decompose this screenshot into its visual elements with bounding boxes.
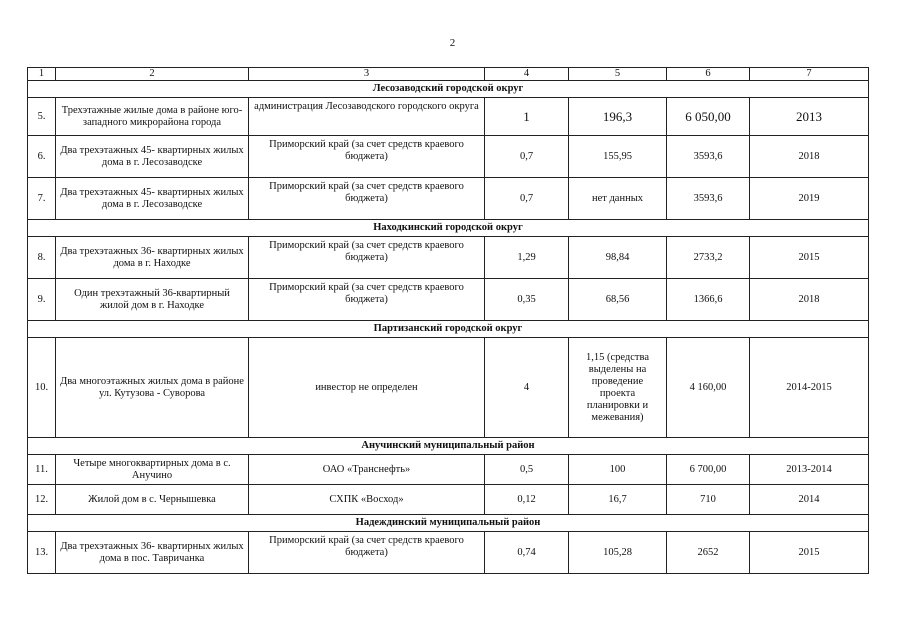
year-cell: 2019 (750, 178, 869, 220)
table-row (28, 98, 869, 136)
header-cell: 2 (56, 68, 249, 81)
cost-cell: 155,95 (569, 136, 667, 178)
area-cell: 0,5 (485, 455, 569, 485)
section-title: Партизанский городской округ (28, 321, 869, 338)
investor-cell: Приморский край (за счет средств краевого бюджета) (249, 532, 485, 574)
table-row (28, 485, 869, 515)
section-heading-row (28, 321, 869, 338)
area-cell: 0,74 (485, 532, 569, 574)
cost-cell: 100 (569, 455, 667, 485)
header-cell: 7 (750, 68, 869, 81)
year-cell: 2018 (750, 136, 869, 178)
area-cell: 4 (485, 338, 569, 438)
housing-table (27, 67, 869, 574)
object-name-cell: Два трехэтажных 45- квартирных жилых дома в г. Лесозаводске (56, 136, 249, 178)
table-row (28, 279, 869, 321)
area-cell: 1 (485, 98, 569, 136)
area-cell: 1,29 (485, 237, 569, 279)
investor-cell: администрация Лесозаводского городского округа (249, 98, 485, 136)
table-row (28, 338, 869, 438)
cost-cell: нет данных (569, 178, 667, 220)
table-row (28, 455, 869, 485)
cost-cell: 16,7 (569, 485, 667, 515)
header-cell: 6 (667, 68, 750, 81)
year-cell: 2015 (750, 237, 869, 279)
cost-cell: 196,3 (569, 98, 667, 136)
row-number-cell: 8. (28, 237, 56, 279)
floor-area-cell: 6 050,00 (667, 98, 750, 136)
investor-cell: Приморский край (за счет средств краевого бюджета) (249, 178, 485, 220)
year-cell: 2013 (750, 98, 869, 136)
header-cell: 1 (28, 68, 56, 81)
section-title: Лесозаводский городской округ (28, 81, 869, 98)
table-row (28, 532, 869, 574)
row-number-cell: 13. (28, 532, 56, 574)
investor-cell: Приморский край (за счет средств краевого бюджета) (249, 136, 485, 178)
floor-area-cell: 1366,6 (667, 279, 750, 321)
table-row (28, 237, 869, 279)
row-number-cell: 12. (28, 485, 56, 515)
object-name-cell: Два трехэтажных 36- квартирных жилых дома в г. Находке (56, 237, 249, 279)
section-title: Находкинский городской округ (28, 220, 869, 237)
object-name-cell: Два многоэтажных жилых дома в районе ул. Кутузова - Суворова (56, 338, 249, 438)
year-cell: 2018 (750, 279, 869, 321)
object-name-cell: Трехэтажные жилые дома в районе юго-западного микрорайона города (56, 98, 249, 136)
section-title: Анучинский муниципальный район (28, 438, 869, 455)
cost-cell: 105,28 (569, 532, 667, 574)
investor-cell: Приморский край (за счет средств краевого бюджета) (249, 279, 485, 321)
year-cell: 2014 (750, 485, 869, 515)
page-number: 2 (449, 37, 456, 49)
object-name-cell: Два трехэтажных 36- квартирных жилых дома в пос. Тавричанка (56, 532, 249, 574)
floor-area-cell: 3593,6 (667, 178, 750, 220)
row-number-cell: 9. (28, 279, 56, 321)
section-heading-row (28, 81, 869, 98)
header-row (28, 68, 869, 81)
section-heading-row (28, 438, 869, 455)
section-heading-row (28, 515, 869, 532)
row-number-cell: 11. (28, 455, 56, 485)
investor-cell: Приморский край (за счет средств краевого бюджета) (249, 237, 485, 279)
floor-area-cell: 2733,2 (667, 237, 750, 279)
cost-cell: 1,15 (средства выделены на проведение проекта планировки и межевания) (569, 338, 667, 438)
floor-area-cell: 4 160,00 (667, 338, 750, 438)
area-cell: 0,35 (485, 279, 569, 321)
object-name-cell: Жилой дом в с. Чернышевка (56, 485, 249, 515)
header-cell: 5 (569, 68, 667, 81)
investor-cell: инвестор не определен (249, 338, 485, 438)
section-title: Надеждинский муниципальный район (28, 515, 869, 532)
area-cell: 0,12 (485, 485, 569, 515)
row-number-cell: 5. (28, 98, 56, 136)
year-cell: 2013-2014 (750, 455, 869, 485)
row-number-cell: 7. (28, 178, 56, 220)
row-number-cell: 10. (28, 338, 56, 438)
object-name-cell: Один трехэтажный 36-квартирный жилой дом в г. Находке (56, 279, 249, 321)
floor-area-cell: 3593,6 (667, 136, 750, 178)
investor-cell: СХПК «Восход» (249, 485, 485, 515)
investor-cell: ОАО «Транснефть» (249, 455, 485, 485)
row-number-cell: 6. (28, 136, 56, 178)
section-heading-row (28, 220, 869, 237)
year-cell: 2015 (750, 532, 869, 574)
floor-area-cell: 2652 (667, 532, 750, 574)
header-cell: 4 (485, 68, 569, 81)
area-cell: 0,7 (485, 136, 569, 178)
object-name-cell: Четыре многоквартирных дома в с. Анучино (56, 455, 249, 485)
floor-area-cell: 6 700,00 (667, 455, 750, 485)
header-cell: 3 (249, 68, 485, 81)
floor-area-cell: 710 (667, 485, 750, 515)
year-cell: 2014-2015 (750, 338, 869, 438)
table-row (28, 136, 869, 178)
table-row (28, 178, 869, 220)
area-cell: 0,7 (485, 178, 569, 220)
cost-cell: 98,84 (569, 237, 667, 279)
object-name-cell: Два трехэтажных 45- квартирных жилых дома в г. Лесозаводске (56, 178, 249, 220)
cost-cell: 68,56 (569, 279, 667, 321)
